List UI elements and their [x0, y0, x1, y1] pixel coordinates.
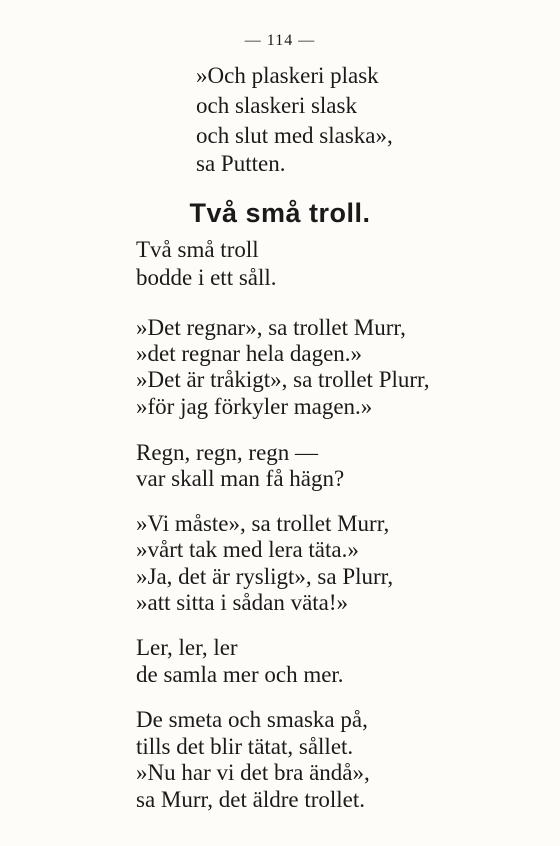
poem-line: »Det är tråkigt», sa trollet Plurr,: [136, 367, 430, 392]
poem-line: sa Murr, det äldre trollet.: [136, 787, 366, 812]
poem-line: bodde i ett såll.: [136, 265, 277, 290]
poem-line: »Ja, det är rysligt», sa Plurr,: [136, 564, 394, 589]
poem-line: »för jag förkyler magen.»: [136, 394, 373, 419]
poem-line: Regn, regn, regn —: [136, 440, 319, 465]
poem-line: »vårt tak med lera täta.»: [136, 537, 359, 562]
poem-line: var skall man få hägn?: [136, 466, 345, 491]
intro-line: och slaskeri slask: [196, 93, 357, 118]
poem-title: Två små troll.: [189, 198, 371, 228]
poem-line: Ler, ler, ler: [136, 635, 238, 660]
poem-line: »Nu har vi det bra ändå»,: [136, 760, 370, 785]
poem-line: tills det blir tätat, sållet.: [136, 734, 354, 759]
intro-line: och slut med slaska»,: [196, 123, 393, 148]
poem-line: de samla mer och mer.: [136, 662, 344, 687]
page-number: — 114 —: [244, 32, 316, 49]
poem-line: »att sitta i sådan väta!»: [136, 590, 349, 615]
intro-line: sa Putten.: [196, 151, 286, 176]
poem-line: »det regnar hela dagen.»: [136, 341, 363, 366]
poem-line: »Vi måste», sa trollet Murr,: [136, 511, 390, 536]
poem-line: De smeta och smaska på,: [136, 707, 368, 732]
poem-line: Två små troll: [136, 237, 259, 262]
poem-line: »Det regnar», sa trollet Murr,: [136, 315, 406, 340]
intro-line: »Och plaskeri plask: [196, 63, 379, 88]
